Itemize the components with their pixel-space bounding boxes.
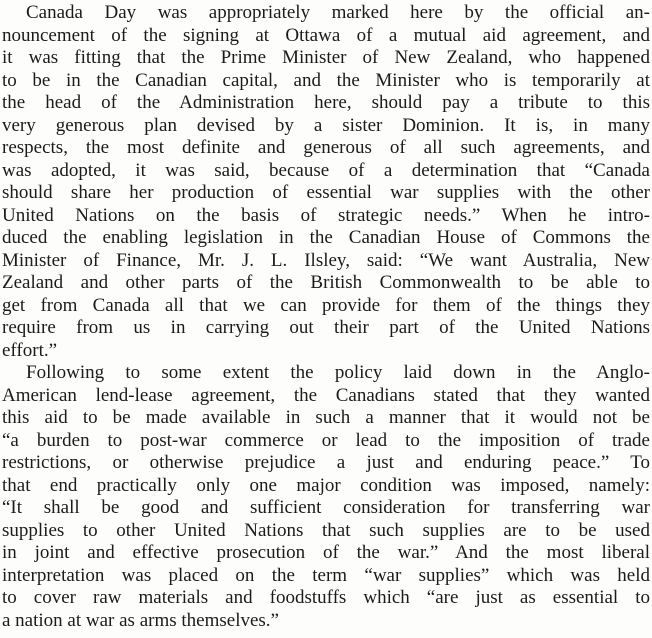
text-line: require from us in carrying out their part of the United Nations	[2, 317, 650, 338]
article-body	[2, 2, 650, 632]
text-line: get from Canada all that we can provide for them of the things they	[2, 294, 650, 316]
text-line: Zealand and other parts of the British Commonwealth to be able to	[2, 272, 650, 293]
text-line: interpretation was placed on the term “war supplies” which was held	[2, 564, 650, 586]
text-line: Canada Day was appropriately marked here by the official an-	[26, 2, 650, 23]
text-line: to cover raw materials and foodstuffs which “are just as essential to	[2, 587, 650, 608]
text-line: Minister of Finance, Mr. J. L. Ilsley, said: “We want Australia, New	[2, 249, 650, 271]
text-line: the head of the Administration here, should pay a tribute to this	[2, 92, 650, 113]
text-line: “It shall be good and sufficient consideration for transferring war	[2, 497, 650, 518]
text-line: respects, the most definite and generous of all such agreements, and	[2, 137, 650, 158]
paragraph-lend-lease	[2, 362, 650, 632]
text-line: effort.”	[2, 339, 58, 361]
text-line: duced the enabling legislation in the Canadian House of Commons the	[2, 227, 650, 248]
text-line: it was fitting that the Prime Minister of New Zealand, who happened	[2, 47, 650, 68]
text-line: supplies to other United Nations that such supplies are to be used	[2, 519, 650, 541]
text-line: Following to some extent the policy laid down in the Anglo-	[26, 362, 650, 383]
text-line: in joint and effective prosecution of the war.” And the most liberal	[2, 542, 650, 563]
text-line: United Nations on the basis of strategic needs.” When he intro-	[2, 204, 650, 226]
text-line: restrictions, or otherwise prejudice a just and enduring peace.” To	[2, 452, 650, 473]
text-line: American lend-lease agreement, the Canadians stated that they wanted	[2, 384, 650, 406]
text-line: was adopted, it was said, because of a determination that “Canada	[2, 159, 650, 181]
text-line: that end practically only one major condition was imposed, namely:	[2, 474, 650, 496]
text-line: very generous plan devised by a sister Dominion. It is, in many	[2, 114, 650, 136]
text-line: to be in the Canadian capital, and the Minister who is temporarily at	[2, 69, 650, 91]
text-line: nouncement of the signing at Ottawa of a mutual aid agreement, and	[2, 24, 650, 46]
text-line: this aid to be made available in such a manner that it would not be	[2, 407, 650, 428]
text-line: should share her production of essential war supplies with the other	[2, 182, 650, 203]
paragraph-canada-day	[2, 2, 650, 362]
text-line: a nation at war as arms themselves.”	[2, 609, 279, 631]
text-line: “a burden to post-war commerce or lead to the imposition of trade	[2, 429, 650, 451]
